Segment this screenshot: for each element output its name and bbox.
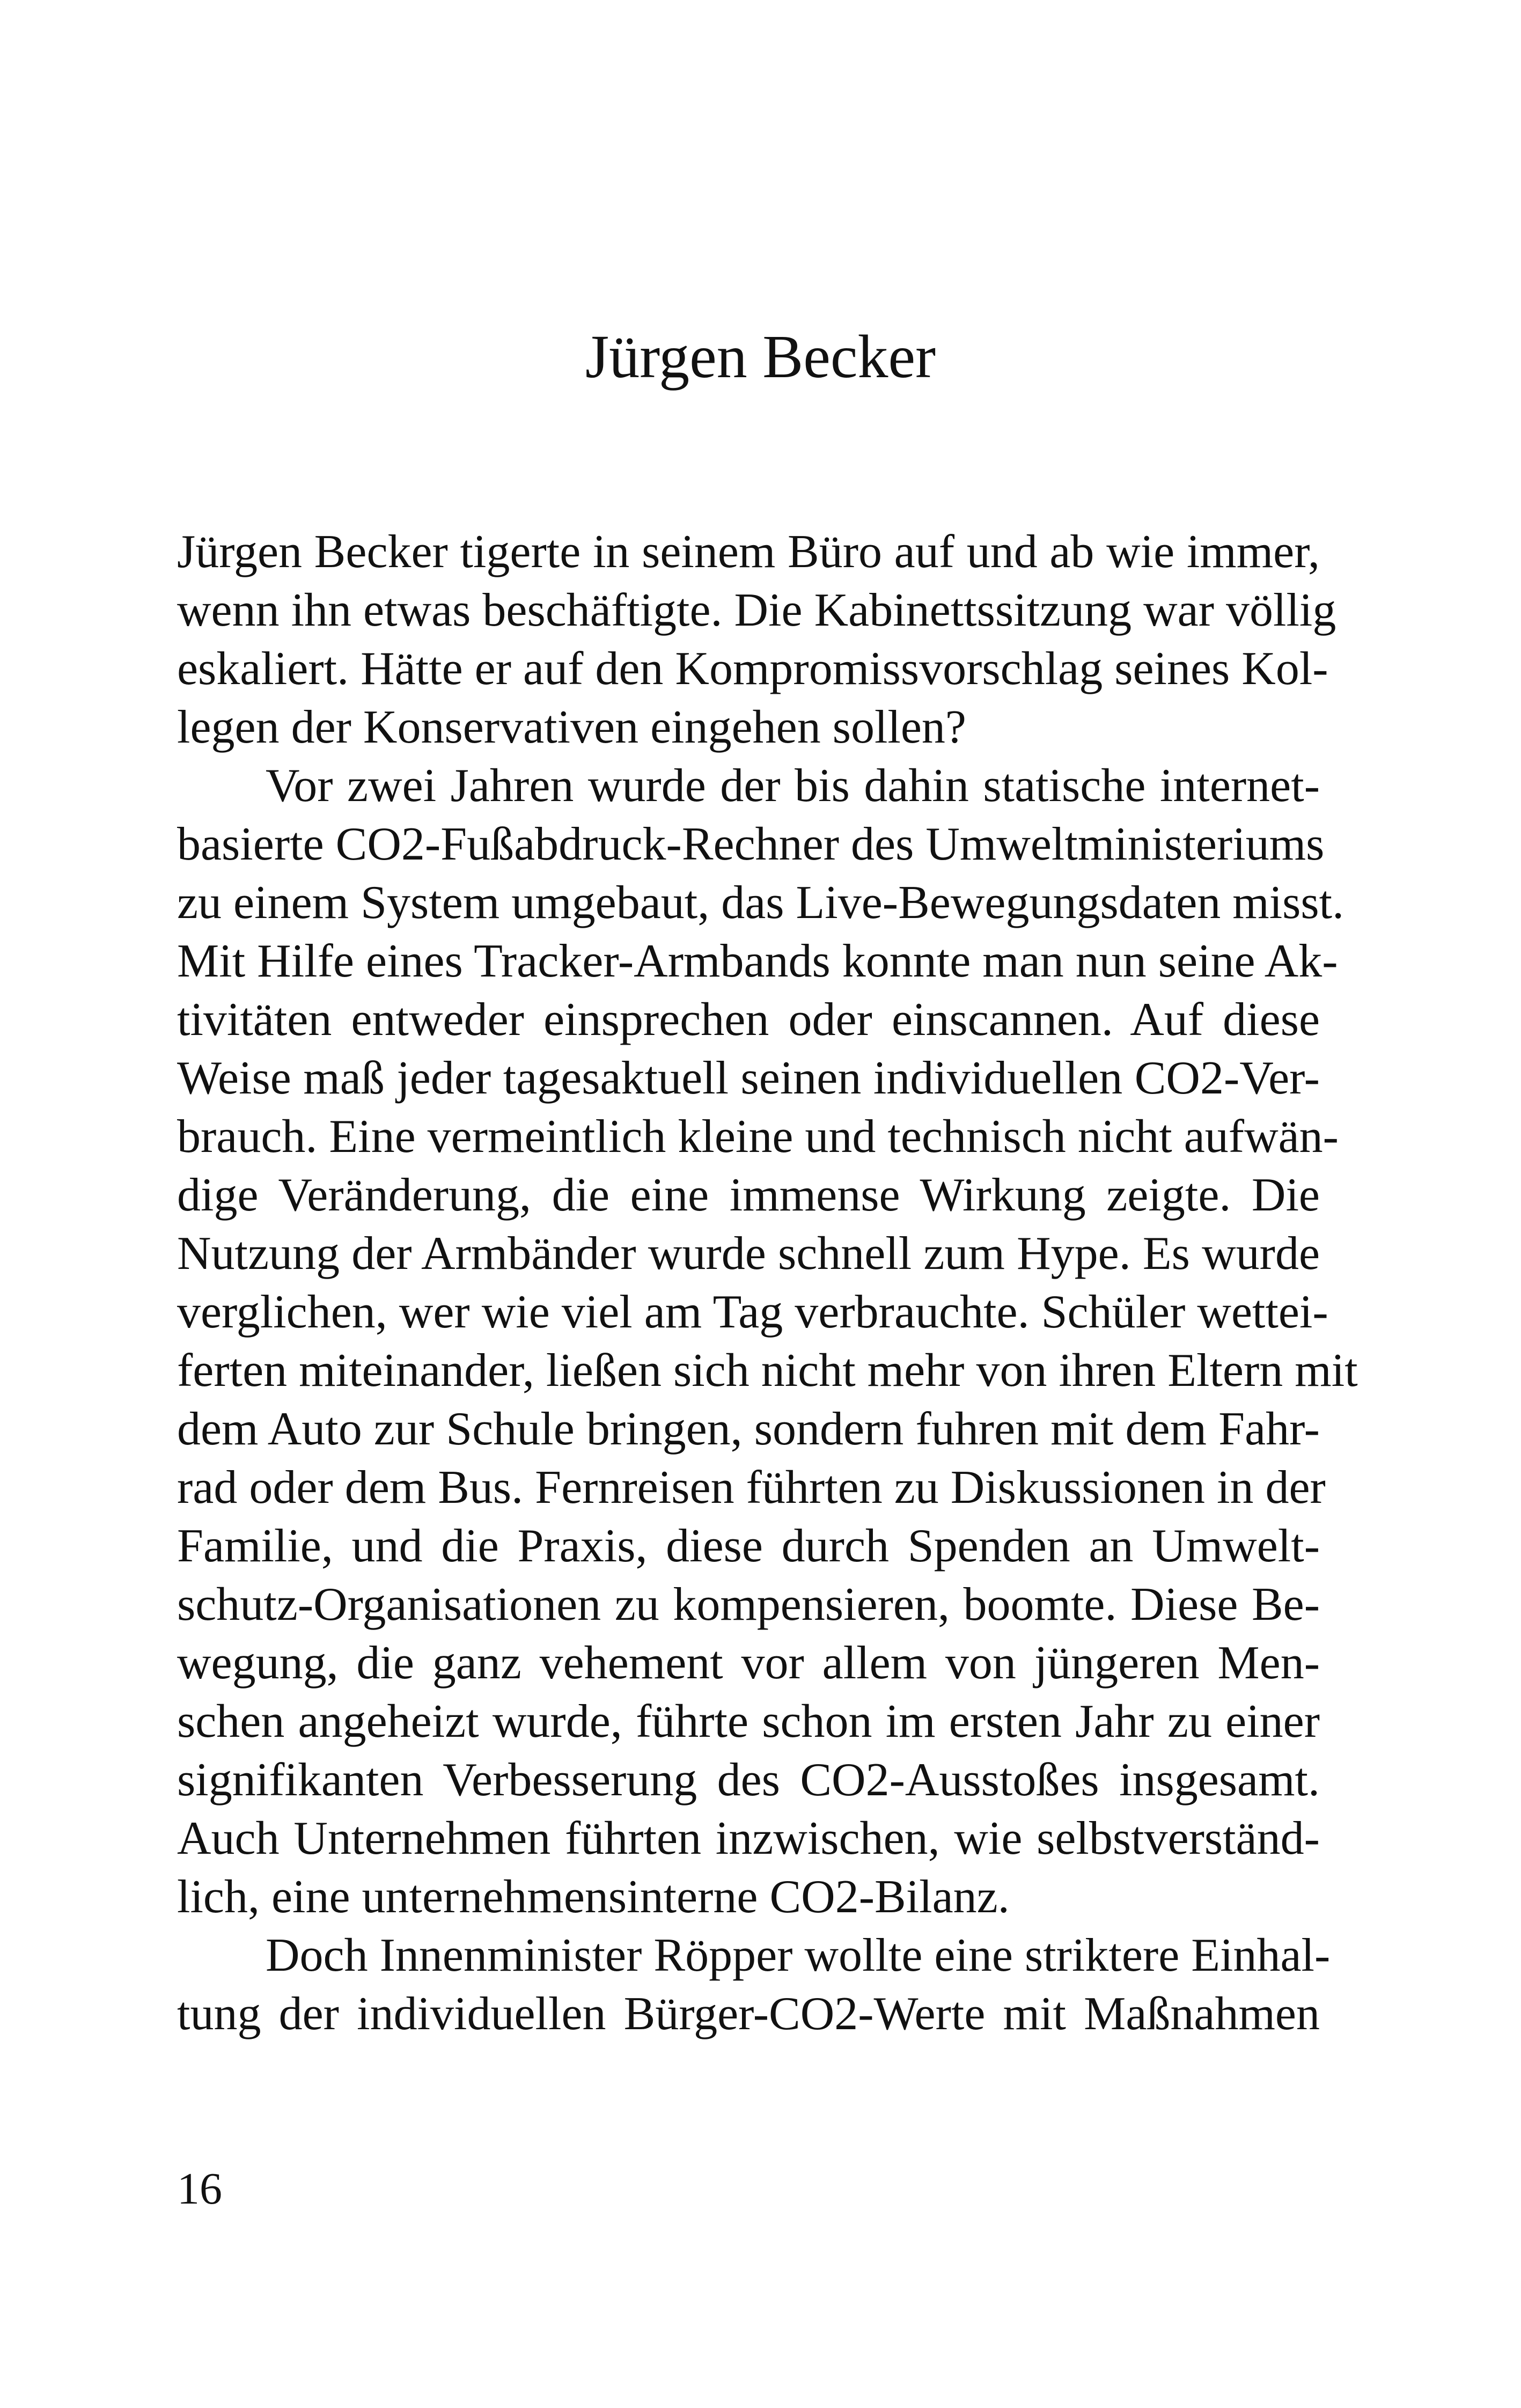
text-line: dem Auto zur Schule bringen, sondern fuhren mit dem Fahr- <box>177 1403 1320 1455</box>
text-line: Weise maß jeder tagesaktuell seinen individuellen CO2-Ver- <box>177 1052 1320 1104</box>
text-line: tung der individuellen Bürger-CO2-Werte mit Maßnahmen <box>177 1988 1320 2040</box>
text-line: Auch Unternehmen führten inzwischen, wie selbstverständ- <box>177 1812 1320 1864</box>
paragraph-3 <box>177 1926 1331 2043</box>
text-line: Familie, und die Praxis, diese durch Spenden an Umwelt- <box>177 1520 1320 1572</box>
text-line: schen angeheizt wurde, führte schon im ersten Jahr zu einer <box>177 1695 1320 1748</box>
text-line: legen der Konservativen eingehen sollen? <box>177 701 966 753</box>
text-line: Doch Innenminister Röpper wollte eine striktere Einhal- <box>266 1929 1331 1981</box>
text-line: zu einem System umgebaut, das Live-Bewegungsdaten misst. <box>177 877 1344 929</box>
paragraph-2 <box>177 757 1358 1926</box>
text-line: schutz-Organisationen zu kompensieren, boomte. Diese Be- <box>177 1579 1320 1631</box>
text-line: Jürgen Becker tigerte in seinem Büro auf und ab wie immer, <box>177 526 1320 578</box>
page-number: 16 <box>177 2164 222 2214</box>
text-line: Nutzung der Armbänder wurde schnell zum Hype. Es wurde <box>177 1228 1320 1280</box>
text-line: dige Veränderung, die eine immense Wirkung zeigte. Die <box>177 1169 1320 1221</box>
body-text <box>177 523 1358 2043</box>
text-line: brauch. Eine vermeintlich kleine und technisch nicht aufwän- <box>177 1111 1339 1163</box>
text-line: verglichen, wer wie viel am Tag verbrauchte. Schüler wettei- <box>177 1286 1328 1338</box>
text-line: Vor zwei Jahren wurde der bis dahin statische internet- <box>266 760 1320 812</box>
text-line: eskaliert. Hätte er auf den Kompromissvorschlag seines Kol- <box>177 643 1328 695</box>
text-line: tivitäten entweder einsprechen oder einscannen. Auf diese <box>177 994 1320 1046</box>
text-line: rad oder dem Bus. Fernreisen führten zu Diskussionen in der <box>177 1462 1326 1514</box>
text-line: lich, eine unternehmensinterne CO2-Bilanz. <box>177 1871 1010 1923</box>
text-line: Mit Hilfe eines Tracker-Armbands konnte man nun seine Ak- <box>177 935 1338 987</box>
text-line: ferten miteinander, ließen sich nicht mehr von ihren Eltern mit <box>177 1345 1358 1397</box>
paragraph-1 <box>177 523 1336 757</box>
text-line: signifikanten Verbesserung des CO2-Ausstoßes insgesamt. <box>177 1754 1320 1806</box>
chapter-title: Jürgen Becker <box>585 322 936 391</box>
text-line: wegung, die ganz vehement vor allem von jüngeren Men- <box>177 1637 1320 1689</box>
text-line: basierte CO2-Fußabdruck-Rechner des Umweltministeriums <box>177 818 1325 870</box>
text-line: wenn ihn etwas beschäftigte. Die Kabinettssitzung war völlig <box>177 584 1336 636</box>
